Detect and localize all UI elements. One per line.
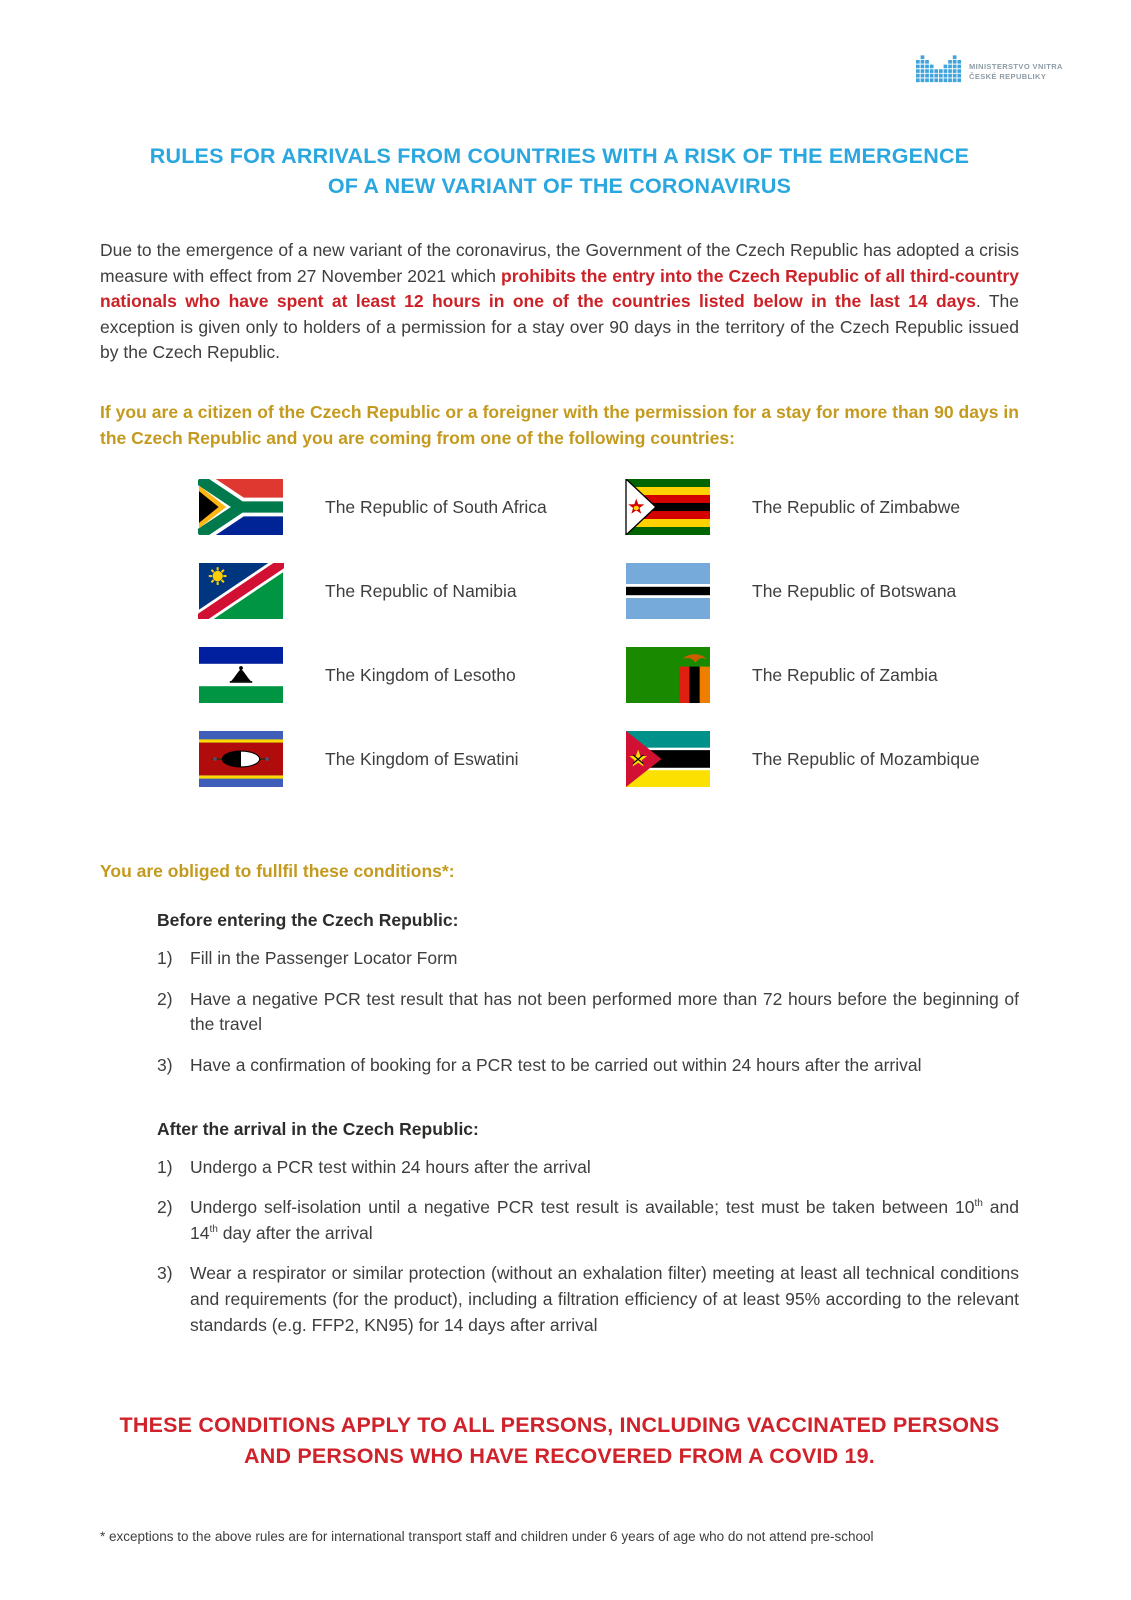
country-row-botswana: [625, 563, 1019, 619]
item-text: Have a confirmation of booking for a PCR test to be carried out within 24 hours after the arrival: [190, 1054, 922, 1075]
flag-zimbabwe-icon: [625, 479, 711, 535]
country-label: The Republic of Namibia: [325, 580, 517, 601]
ministry-logo-line2: ČESKÉ REPUBLIKY: [969, 71, 1047, 81]
item-number: 1): [157, 948, 173, 969]
item-text: Undergo a PCR test within 24 hours after the arrival: [190, 1156, 591, 1177]
after-item-1: [157, 1155, 1019, 1181]
item-number: 3): [157, 1054, 173, 1075]
page-title-line1: RULES FOR ARRIVALS FROM COUNTRIES WITH A RISK OF THE EMERGENCE: [149, 144, 970, 168]
obliged-heading: You are obliged to fullfil these conditions*:: [100, 861, 455, 882]
item-text: [190, 1195, 1019, 1246]
red-notice-line2: AND PERSONS WHO HAVE RECOVERED FROM A COVID 19.: [244, 1444, 875, 1469]
country-label: The Kingdom of Lesotho: [325, 664, 516, 685]
before-item-2: [157, 987, 1019, 1038]
item-text: Wear a respirator or similar protection (without an exhalation filter) meeting at least all technical conditions and requirements (for the product), including a filtration efficiency of at least 95% according to the relevant standards (e.g. FFP2, KN95) for 14 days after arrival: [190, 1263, 1019, 1335]
country-row-zimbabwe: [625, 479, 1019, 535]
country-row-lesotho: [198, 647, 625, 703]
ministry-logo: [916, 55, 1063, 88]
after-section-heading: After the arrival in the Czech Republic:: [157, 1118, 479, 1139]
country-label: The Republic of South Africa: [325, 496, 547, 517]
countries-grid: [198, 479, 1019, 787]
intro-text-after: . The exception is given only to holders of a permission for a stay over 90 days in the territory of the Czech Republic issued by the Czech Republic.: [100, 291, 1019, 363]
item-number: 3): [157, 1263, 173, 1284]
country-row-namibia: [198, 563, 625, 619]
item-number: 2): [157, 1197, 173, 1218]
ministry-dot-matrix-icon: [916, 55, 962, 88]
item-text-part: Undergo self-isolation until a negative PCR test result is available; test must be taken between 10: [190, 1197, 975, 1218]
before-section-heading: Before entering the Czech Republic:: [157, 910, 459, 931]
item-text-part: day after the arrival: [217, 1222, 373, 1243]
ministry-logo-line1: MINISTERSTVO VNITRA: [969, 62, 1063, 71]
intro-red-text: prohibits the entry into the Czech Republic of all third-country nationals who have spent at least 12 hours in one of the countries listed below in the last 14 days: [100, 265, 1019, 312]
ordinal-suffix: th: [974, 1198, 983, 1210]
item-number: 1): [157, 1156, 173, 1177]
footnote: * exceptions to the above rules are for international transport staff and children under 6 years of age who do not attend pre-school: [100, 1529, 874, 1545]
country-label: The Republic of Zimbabwe: [752, 496, 961, 517]
citizen-heading: If you are a citizen of the Czech Republic or a foreigner with the permission for a stay for more than 90 days in the Czech Republic and you are coming from one of the following countries:: [100, 401, 1019, 448]
item-text: Fill in the Passenger Locator Form: [190, 948, 458, 969]
flag-zambia-icon: [625, 647, 711, 703]
country-label: The Republic of Zambia: [752, 664, 938, 685]
page-title: [100, 0, 1019, 201]
ordinal-suffix: th: [209, 1223, 218, 1235]
country-row-south-africa: [198, 479, 625, 535]
country-row-mozambique: [625, 731, 1019, 787]
flag-namibia-icon: [198, 563, 284, 619]
after-item-3: [157, 1261, 1019, 1338]
before-item-3: [157, 1053, 1019, 1079]
page-title-line2: OF A NEW VARIANT OF THE CORONAVIRUS: [327, 174, 792, 198]
red-notice-line1: THESE CONDITIONS APPLY TO ALL PERSONS, INCLUDING VACCINATED PERSONS: [119, 1413, 1000, 1438]
flag-lesotho-icon: [198, 647, 284, 703]
intro-paragraph: [100, 238, 1019, 366]
country-label: The Republic of Mozambique: [752, 748, 980, 769]
after-item-2: [157, 1195, 1019, 1246]
country-row-eswatini: [198, 731, 625, 787]
item-text: Have a negative PCR test result that has not been performed more than 72 hours before the beginning of the travel: [190, 988, 1019, 1035]
flag-botswana-icon: [625, 563, 711, 619]
before-item-1: [157, 946, 1019, 972]
country-label: The Republic of Botswana: [752, 580, 957, 601]
flag-south-africa-icon: [198, 479, 284, 535]
flag-mozambique-icon: [625, 731, 711, 787]
intro-text-before: Due to the emergence of a new variant of the coronavirus, the Government of the Czech Republic has adopted a crisis measure with effect from 27 November 2021 which: [100, 240, 1019, 286]
red-notice: [100, 1410, 1019, 1472]
item-number: 2): [157, 988, 173, 1009]
item-text-part: and 14: [190, 1197, 1020, 1243]
country-label: The Kingdom of Eswatini: [325, 748, 519, 769]
country-row-zambia: [625, 647, 1019, 703]
flag-eswatini-icon: [198, 731, 284, 787]
ministry-logo-text: [969, 62, 1063, 81]
